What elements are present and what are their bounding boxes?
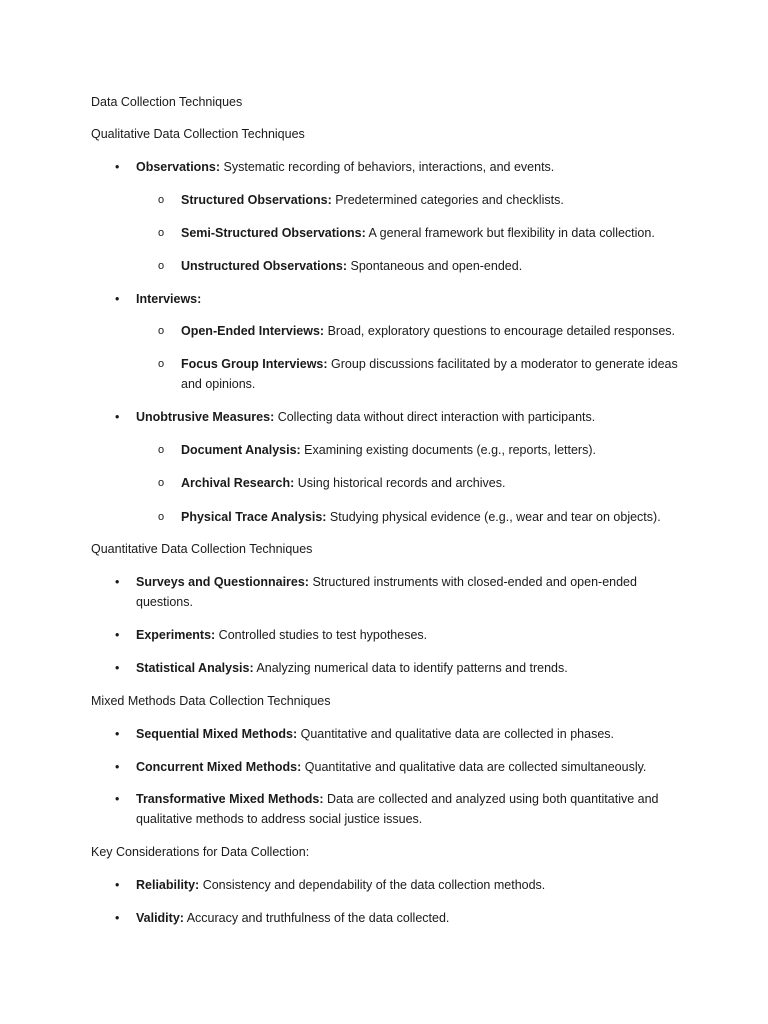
item-term: Semi-Structured Observations:	[181, 226, 366, 240]
list-item-concurrent	[136, 757, 646, 777]
bullet-icon: •	[115, 878, 120, 892]
list-item-surveys	[136, 572, 656, 612]
item-term: Archival Research:	[181, 476, 295, 490]
list-item-sequential	[136, 724, 614, 744]
item-desc: Systematic recording of behaviors, interactions, and events.	[220, 160, 555, 174]
section-heading-mixed-methods: Mixed Methods Data Collection Techniques	[91, 694, 331, 708]
circle-bullet-icon: o	[158, 227, 165, 239]
item-term: Statistical Analysis:	[136, 661, 254, 675]
item-term: Physical Trace Analysis:	[181, 510, 327, 524]
item-term: Interviews:	[136, 292, 202, 306]
item-desc: Collecting data without direct interaction with participants.	[274, 410, 596, 424]
item-desc: Spontaneous and open-ended.	[347, 259, 523, 273]
section-heading-key-considerations: Key Considerations for Data Collection:	[91, 845, 310, 859]
circle-bullet-icon: o	[158, 511, 165, 523]
item-term: Transformative Mixed Methods:	[136, 792, 324, 806]
bullet-icon: •	[115, 628, 120, 642]
list-item-reliability	[136, 875, 545, 895]
item-desc: Studying physical evidence (e.g., wear and tear on objects).	[326, 510, 661, 524]
bullet-icon: •	[115, 661, 120, 675]
item-term: Unobtrusive Measures:	[136, 410, 275, 424]
item-term: Experiments:	[136, 628, 216, 642]
item-desc: Quantitative and qualitative data are collected in phases.	[297, 727, 615, 741]
list-item-unobtrusive-measures	[136, 407, 595, 427]
bullet-icon: •	[115, 410, 120, 424]
list-item-interviews	[136, 289, 201, 309]
bullet-icon: •	[115, 760, 120, 774]
circle-bullet-icon: o	[158, 260, 165, 272]
list-item-transformative	[136, 789, 671, 829]
item-term: Document Analysis:	[181, 443, 301, 457]
list-item-observations	[136, 157, 554, 177]
item-term: Structured Observations:	[181, 193, 332, 207]
circle-bullet-icon: o	[158, 194, 165, 206]
bullet-icon: •	[115, 575, 120, 589]
section-heading-qualitative: Qualitative Data Collection Techniques	[91, 127, 305, 141]
circle-bullet-icon: o	[158, 325, 165, 337]
item-desc: Examining existing documents (e.g., reports, letters).	[300, 443, 596, 457]
sublist-item-focus-group-interviews	[181, 354, 681, 394]
item-desc: Structured instruments with closed-ended and open-ended questions.	[136, 575, 637, 609]
item-desc: Accuracy and truthfulness of the data collected.	[183, 911, 450, 925]
bullet-icon: •	[115, 292, 120, 306]
sublist-item-document-analysis	[181, 440, 596, 460]
item-term: Sequential Mixed Methods:	[136, 727, 298, 741]
item-desc: Predetermined categories and checklists.	[331, 193, 564, 207]
item-desc: Analyzing numerical data to identify patterns and trends.	[253, 661, 568, 675]
sublist-item-open-ended-interviews	[181, 321, 675, 341]
item-term: Observations:	[136, 160, 221, 174]
sublist-item-physical-trace-analysis	[181, 507, 661, 527]
item-term: Focus Group Interviews:	[181, 357, 328, 371]
sublist-item-archival-research	[181, 473, 505, 493]
item-term: Validity:	[136, 911, 184, 925]
circle-bullet-icon: o	[158, 358, 165, 370]
list-item-experiments	[136, 625, 427, 645]
document-title: Data Collection Techniques	[91, 95, 243, 109]
bullet-icon: •	[115, 727, 120, 741]
item-desc: Broad, exploratory questions to encourage detailed responses.	[324, 324, 676, 338]
item-desc: Controlled studies to test hypotheses.	[215, 628, 428, 642]
item-term: Unstructured Observations:	[181, 259, 348, 273]
circle-bullet-icon: o	[158, 444, 165, 456]
sublist-item-unstructured-observations	[181, 256, 522, 276]
item-term: Open-Ended Interviews:	[181, 324, 325, 338]
sublist-item-semi-structured-observations	[181, 223, 655, 243]
section-heading-quantitative: Quantitative Data Collection Techniques	[91, 542, 313, 556]
item-desc: Group discussions facilitated by a moderator to generate ideas and opinions.	[181, 357, 678, 391]
item-term: Surveys and Questionnaires:	[136, 575, 309, 589]
list-item-validity	[136, 908, 449, 928]
item-desc: Consistency and dependability of the data collection methods.	[199, 878, 546, 892]
sublist-item-structured-observations	[181, 190, 564, 210]
item-term: Concurrent Mixed Methods:	[136, 760, 302, 774]
item-term: Reliability:	[136, 878, 200, 892]
bullet-icon: •	[115, 911, 120, 925]
item-desc: Using historical records and archives.	[294, 476, 506, 490]
item-desc: A general framework but flexibility in data collection.	[365, 226, 655, 240]
item-desc: Quantitative and qualitative data are collected simultaneously.	[301, 760, 647, 774]
bullet-icon: •	[115, 792, 120, 806]
list-item-statistical-analysis	[136, 658, 568, 678]
circle-bullet-icon: o	[158, 477, 165, 489]
item-desc: Data are collected and analyzed using both quantitative and qualitative methods to address social justice issues.	[136, 792, 659, 826]
bullet-icon: •	[115, 160, 120, 174]
